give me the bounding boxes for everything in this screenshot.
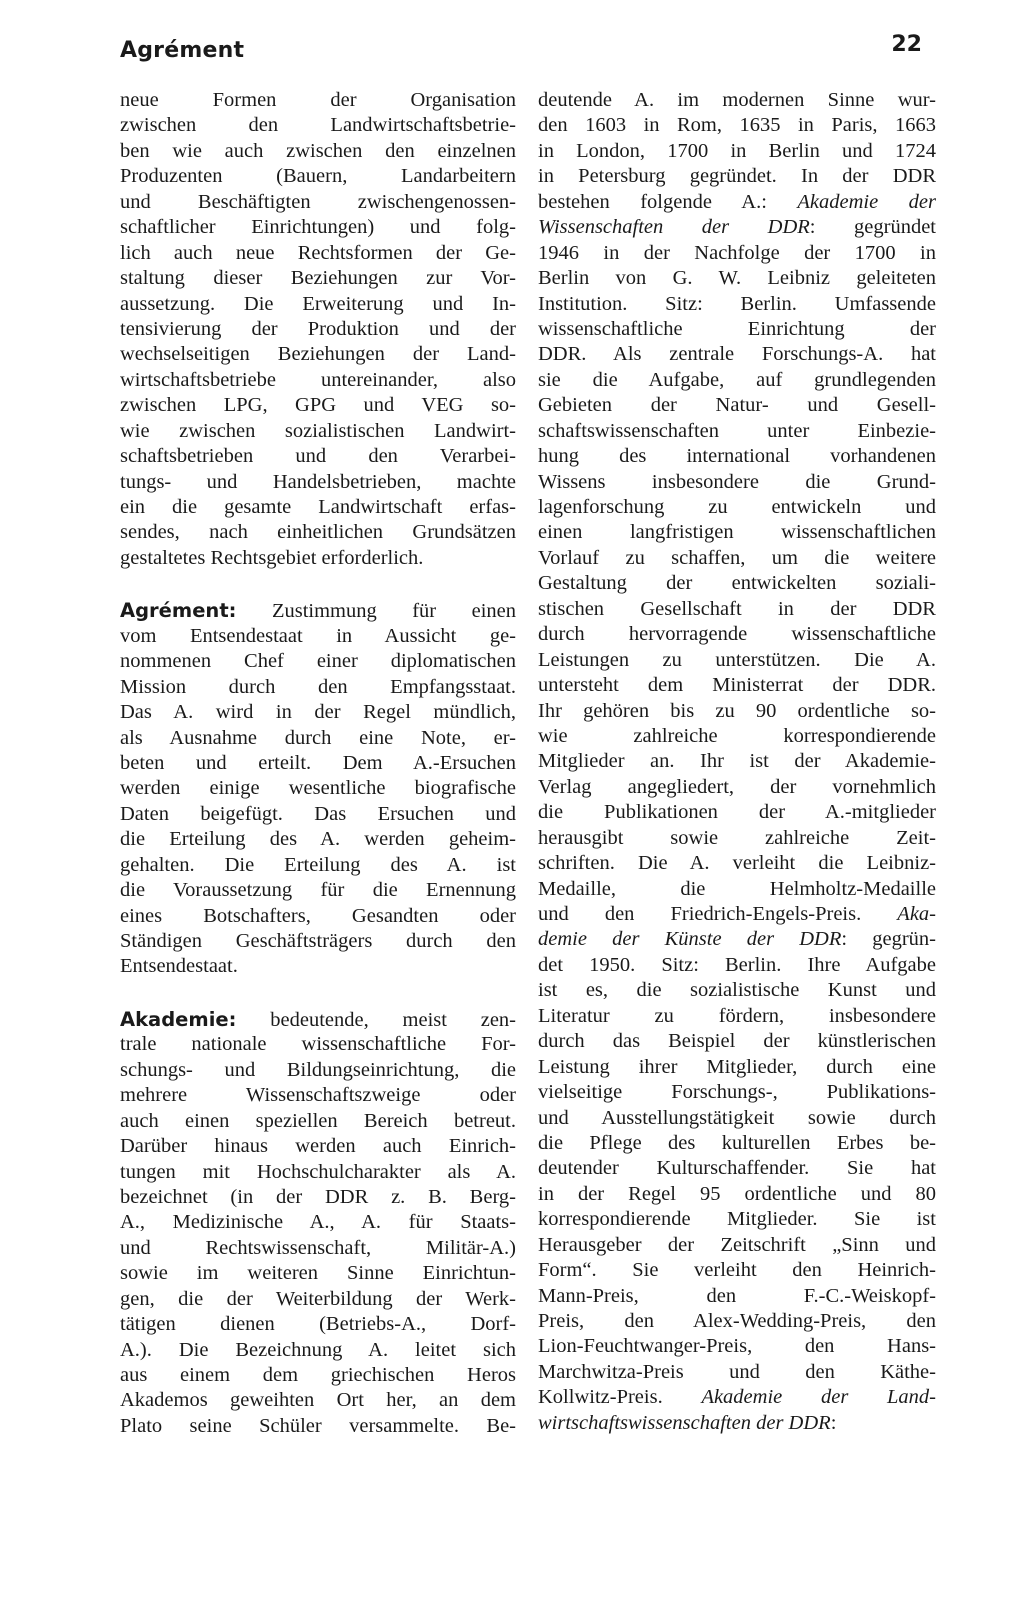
- text-line: Literatur zu fördern, insbesondere: [538, 1004, 936, 1027]
- text-line: Entsendestaat.: [120, 955, 238, 978]
- text-line: hung des international vorhandenen: [538, 445, 936, 468]
- text-line: Ständigen Geschäftsträgers durch den: [120, 930, 516, 952]
- running-head: Agrément: [120, 38, 245, 63]
- text-line: deutende A. im modernen Sinne wur-: [538, 89, 936, 111]
- text-run: :: [830, 1411, 837, 1434]
- text-line: vielseitige Forschungs-, Publikations-: [538, 1081, 936, 1104]
- text-line: [120, 1007, 516, 1032]
- left-column: [120, 88, 516, 1439]
- text-line: und Rechtswissenschaft, Militär-A.): [120, 1236, 516, 1259]
- text-line: Lion-Feuchtwanger-Preis, den Hans-: [538, 1335, 936, 1358]
- text-line: tensivierung der Produktion und der: [120, 317, 516, 340]
- text-line: herausgibt sowie zahlreiche Zeit-: [538, 826, 936, 849]
- entry-akademie: [120, 1007, 516, 1439]
- text-line: Institution. Sitz: Berlin. Umfassende: [538, 292, 936, 315]
- text-line: die Publikationen der A.-mitglieder: [538, 801, 936, 824]
- page-number: 22: [891, 32, 922, 57]
- text-line: DDR. Als zentrale Forschungs-A. hat: [538, 343, 936, 366]
- text-line: durch das Beispiel der künstlerischen: [538, 1030, 936, 1053]
- text-line: wirtschaftsbetriebe untereinander, also: [120, 368, 516, 391]
- entry-term: Agrément:: [120, 599, 237, 623]
- text-line: ben wie auch zwischen den einzelnen: [120, 139, 516, 162]
- text-line: lich auch neue Rechtsformen der Ge-: [120, 241, 516, 264]
- text-line: schaftswissenschaften unter Einbezie-: [538, 419, 936, 442]
- text-line: und Beschäftigten zwischengenossen-: [120, 190, 516, 213]
- text-line: stischen Gesellschaft in der DDR: [538, 597, 936, 620]
- text-line: die Voraussetzung für die Ernennung: [120, 879, 516, 902]
- text-line: beten und erteilt. Dem A.-Ersuchen: [120, 751, 516, 774]
- text-line: aussetzung. Die Erweiterung und In-: [120, 292, 516, 315]
- text-line: Daten beigefügt. Das Ersuchen und: [120, 802, 516, 825]
- text-line: gehalten. Die Erteilung des A. ist: [120, 853, 516, 876]
- text-line: mehrere Wissenschaftszweige oder: [120, 1084, 516, 1107]
- text-line: eines Botschafters, Gesandten oder: [120, 904, 516, 927]
- text-line: schriften. Die A. verleiht die Leibniz-: [538, 852, 936, 875]
- text-line: auch einen speziellen Bereich betreut.: [120, 1109, 516, 1132]
- text-line: untersteht dem Ministerrat der DDR.: [538, 674, 936, 697]
- text-line: det 1950. Sitz: Berlin. Ihre Aufgabe: [538, 953, 936, 976]
- text-run: Kollwitz-Preis.: [538, 1386, 663, 1409]
- text-line: und Ausstellungstätigkeit sowie durch: [538, 1106, 936, 1129]
- text-line: zwischen den Landwirtschaftsbetrie-: [120, 114, 516, 137]
- text-line: in Petersburg gegründet. In der DDR: [538, 165, 936, 188]
- text-line: Akademos geweihten Ort her, an dem: [120, 1389, 516, 1412]
- text-line: schaftlicher Einrichtungen) und folg-: [120, 216, 516, 239]
- text-line: ein die gesamte Landwirtschaft erfas-: [120, 496, 516, 518]
- text-line: Marchwitza-Preis und den Käthe-: [538, 1360, 936, 1383]
- text-line: als Ausnahme durch eine Note, er-: [120, 726, 516, 749]
- institution-name: Aka-: [897, 903, 936, 925]
- text-line: wissenschaftliche Einrichtung der: [538, 317, 936, 340]
- text-line: deutender Kulturschaffender. Sie hat: [538, 1157, 936, 1180]
- text-line: A., Medizinische A., A. für Staats-: [120, 1211, 516, 1234]
- text-line: Berlin von G. W. Leibniz geleiteten: [538, 267, 936, 290]
- text-line: wie zahlreiche korrespondierende: [538, 724, 936, 747]
- entry-term: Akademie:: [120, 1007, 237, 1031]
- text-line: korrespondierende Mitglieder. Sie ist: [538, 1208, 936, 1231]
- text-run: bestehen folgende A.:: [538, 190, 767, 213]
- entry-first-line: Zustimmung für einen: [271, 600, 516, 623]
- institution-name: Wissenschaften der DDR: [538, 216, 810, 239]
- entry-agrement: [120, 598, 516, 980]
- text-line: neue Formen der Organisation: [120, 89, 516, 111]
- text-line: trale nationale wissenschaftliche For-: [120, 1033, 516, 1056]
- text-line: die Pflege des kulturellen Erbes be-: [538, 1131, 936, 1154]
- text-line: tungen mit Hochschulcharakter als A.: [120, 1160, 516, 1183]
- text-line: durch hervorragende wissenschaftliche: [538, 623, 936, 646]
- text-line: Preis, den Alex-Wedding-Preis, den: [538, 1310, 936, 1332]
- text-line: Leistungen zu unterstützen. Die A.: [538, 648, 936, 671]
- text-line: Vorlauf zu schaffen, um die weitere: [538, 546, 936, 569]
- text-line: [538, 190, 936, 215]
- text-line: [538, 215, 936, 240]
- text-run: und den Friedrich-Engels-Preis.: [538, 903, 862, 925]
- text-line: Gestaltung der entwickelten soziali-: [538, 572, 936, 595]
- text-line: Darüber hinaus werden auch Einrich-: [120, 1135, 516, 1158]
- text-line: [538, 902, 936, 927]
- text-line: sendes, nach einheitlichen Grundsätzen: [120, 521, 516, 544]
- text-line: bezeichnet (in der DDR z. B. Berg-: [120, 1185, 516, 1208]
- text-line: [538, 1385, 936, 1410]
- text-line: [538, 1411, 936, 1436]
- text-line: einen langfristigen wissenschaftlichen: [538, 521, 936, 544]
- text-line: zwischen LPG, GPG und VEG so-: [120, 394, 516, 417]
- text-line: gen, die der Weiterbildung der Werk-: [120, 1287, 516, 1310]
- text-line: den 1603 in Rom, 1635 in Paris, 1663: [538, 114, 936, 137]
- text-line: werden einige wesentliche biografische: [120, 777, 516, 800]
- text-line: staltung dieser Beziehungen zur Vor-: [120, 267, 516, 290]
- text-line: schaftsbetrieben und den Verarbei-: [120, 445, 516, 468]
- text-line: Das A. wird in der Regel mündlich,: [120, 701, 516, 724]
- text-line: in London, 1700 in Berlin und 1724: [538, 139, 936, 162]
- text-line: Plato seine Schüler versammelte. Be-: [120, 1414, 516, 1437]
- entry-first-line: bedeutende, meist zen-: [270, 1008, 517, 1031]
- text-line: [538, 927, 936, 952]
- institution-name: Akademie der Land-: [701, 1386, 937, 1409]
- text-run: : gegründet: [809, 216, 936, 239]
- text-line: Produzenten (Bauern, Landarbeitern: [120, 165, 516, 188]
- text-line: Herausgeber der Zeitschrift „Sinn und: [538, 1233, 936, 1256]
- intro-paragraph: [120, 88, 516, 571]
- text-line: [120, 598, 516, 623]
- text-line: ist es, die sozialistische Kunst und: [538, 979, 936, 1002]
- text-line: wie zwischen sozialistischen Landwirt-: [120, 419, 516, 442]
- text-line: Ihr gehören bis zu 90 ordentliche so-: [538, 699, 936, 722]
- text-line: sowie im weiteren Sinne Einrichtun-: [120, 1262, 516, 1285]
- text-line: Mann-Preis, den F.-C.-Weiskopf-: [538, 1284, 936, 1307]
- text-line: in der Regel 95 ordentliche und 80: [538, 1182, 936, 1205]
- text-line: tungs- und Handelsbetrieben, machte: [120, 470, 516, 493]
- text-line: vom Entsendestaat in Aussicht ge-: [120, 624, 516, 647]
- text-line: Wissens insbesondere die Grund-: [538, 470, 936, 493]
- text-line: gestaltetes Rechtsgebiet erforderlich.: [120, 546, 424, 569]
- text-line: lagenforschung zu entwickeln und: [538, 496, 936, 518]
- text-line: die Erteilung des A. werden geheim-: [120, 828, 516, 851]
- text-line: Form“. Sie verleiht den Heinrich-: [538, 1259, 936, 1282]
- text-line: wechselseitigen Beziehungen der Land-: [120, 343, 516, 366]
- text-line: 1946 in der Nachfolge der 1700 in: [538, 241, 936, 264]
- text-line: tätigen dienen (Betriebs-A., Dorf-: [120, 1313, 516, 1336]
- text-line: A.). Die Bezeichnung A. leitet sich: [120, 1338, 516, 1361]
- text-line: sie die Aufgabe, auf grundlegenden: [538, 368, 936, 391]
- text-line: aus einem dem griechischen Heros: [120, 1364, 516, 1386]
- text-line: Medaille, die Helmholtz-Medaille: [538, 877, 936, 900]
- text-line: Mitglieder an. Ihr ist der Akademie-: [538, 750, 936, 773]
- text-line: Leistung ihrer Mitglieder, durch eine: [538, 1055, 936, 1078]
- text-line: Mission durch den Empfangsstaat.: [120, 675, 516, 698]
- text-line: nommenen Chef einer diplomatischen: [120, 650, 516, 673]
- text-run: : gegrün-: [841, 928, 936, 951]
- text-line: schungs- und Bildungseinrichtung, die: [120, 1058, 516, 1081]
- institution-name: demie der Künste der DDR: [538, 928, 842, 951]
- text-line: Verlag angegliedert, der vornehmlich: [538, 775, 936, 798]
- right-column: [538, 88, 936, 1436]
- institution-name: wirtschaftswissenschaften der DDR: [538, 1411, 831, 1434]
- text-line: Gebieten der Natur- und Gesell-: [538, 394, 936, 417]
- institution-name: Akademie der: [797, 190, 936, 213]
